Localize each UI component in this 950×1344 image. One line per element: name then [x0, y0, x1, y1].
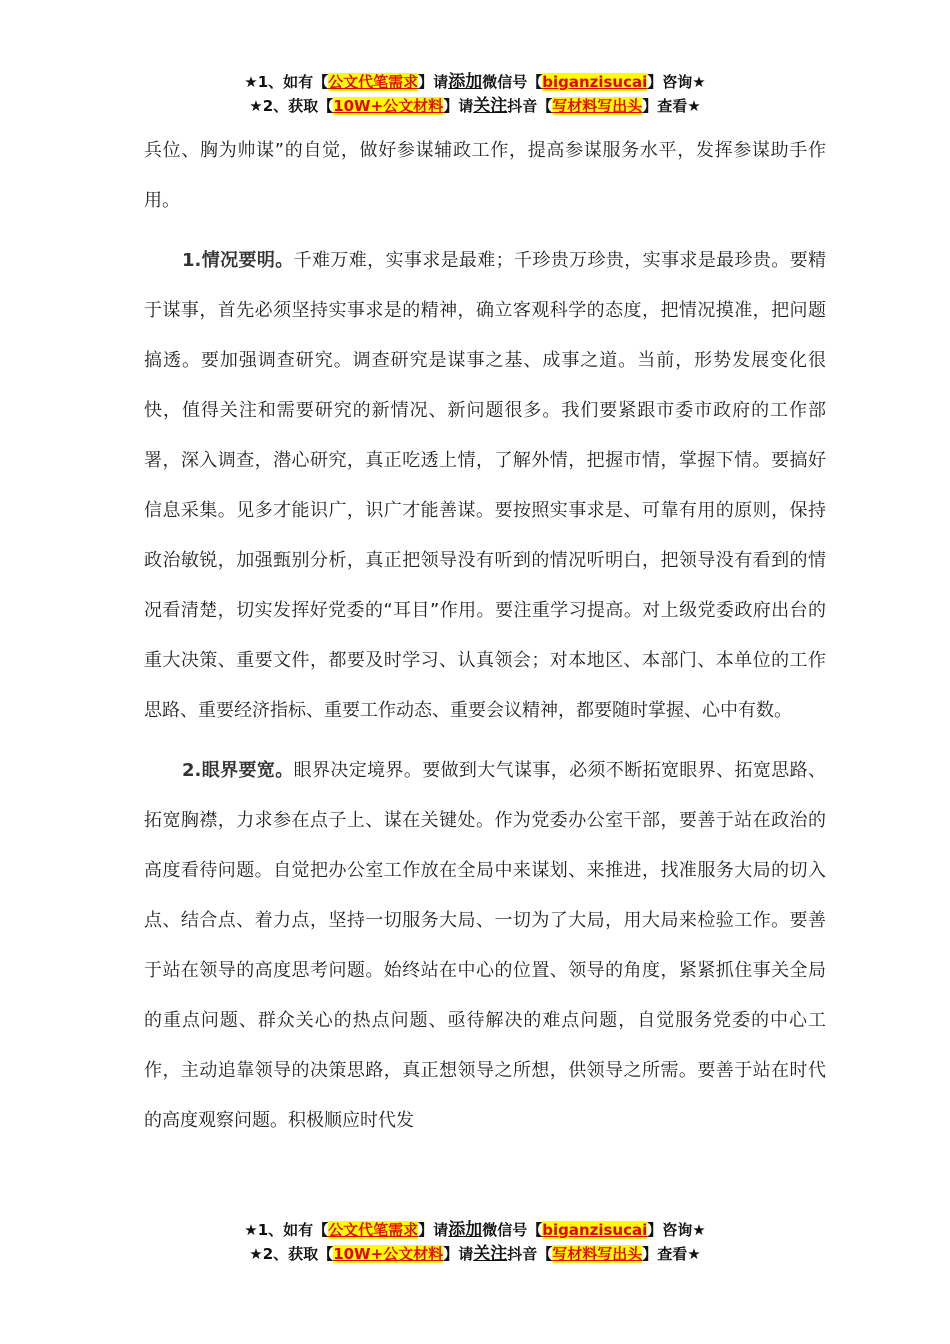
paragraph-continuation — [144, 126, 826, 226]
banner-line-2-highlight-materials: 10W+公文材料 — [333, 97, 444, 115]
banner-line-2-mid2: 抖音【 — [507, 1245, 553, 1263]
paragraph-vision-broad — [144, 746, 826, 1146]
banner-line-2-highlight-materials: 10W+公文材料 — [333, 1245, 444, 1263]
paragraph-heading: 2.眼界要宽。 — [182, 760, 294, 781]
top-banner — [0, 70, 950, 118]
banner-line-1-wechat-id: biganzisucai — [542, 73, 648, 91]
paragraph-situation-clear — [144, 236, 826, 736]
banner-line-1-prefix: ★1、如有【 — [244, 73, 329, 91]
banner-line-2-suffix: 】查看★ — [642, 1245, 701, 1263]
banner-line-1-suffix: 】咨询★ — [647, 1221, 706, 1239]
banner-line-2-mid: 】请 — [443, 97, 474, 115]
bottom-banner — [0, 1218, 950, 1266]
banner-line-1-emphasis: 添加 — [448, 72, 483, 92]
banner-line-2-douyin-id: 写材料写出头 — [552, 97, 643, 115]
banner-line-1-mid2: 微信号【 — [482, 1221, 543, 1239]
banner-line-2-douyin-id: 写材料写出头 — [552, 1245, 643, 1263]
banner-line-1-highlight-service: 公文代笔需求 — [328, 73, 419, 91]
banner-line-1-mid: 】请 — [418, 73, 449, 91]
paragraph-heading: 1.情况要明。 — [182, 250, 294, 271]
banner-line-2-prefix: ★2、获取【 — [249, 97, 334, 115]
banner-line-1-wechat-id: biganzisucai — [542, 1221, 648, 1239]
paragraph-text: 眼界决定境界。要做到大气谋事，必须不断拓宽眼界、拓宽思路、拓宽胸襟，力求参在点子上、谋在关键处。作为党委办公室干部，要善于站在政治的高度看待问题。自觉把办公室工作放在全局中来谋划、来推进，找准服务大局的切入点、结合点、着力点，坚持一切服务大局、一切为了大局，用大局来检验工作。要善于站在领导的高度思考问题。始终站在中心的位置、领导的角度，紧紧抓住事关全局的重点问题、群众关心的热点问题、亟待解决的难点问题，自觉服务党委的中心工作，主动追靠领导的决策思路，真正想领导之所想，供领导之所需。要善于站在时代的高度观察问题。积极顺应时代发 — [144, 760, 826, 1131]
banner-line-1 — [0, 1218, 950, 1242]
banner-line-2-prefix: ★2、获取【 — [249, 1245, 334, 1263]
document-body — [144, 126, 826, 1156]
banner-line-2 — [0, 1242, 950, 1266]
paragraph-text: 兵位、胸为帅谋”的自觉，做好参谋辅政工作，提高参谋服务水平，发挥参谋助手作用。 — [144, 140, 826, 211]
banner-line-1-highlight-service: 公文代笔需求 — [328, 1221, 419, 1239]
banner-line-2-suffix: 】查看★ — [642, 97, 701, 115]
banner-line-1 — [0, 70, 950, 94]
banner-line-1-suffix: 】咨询★ — [647, 73, 706, 91]
banner-line-2-emphasis: 关注 — [473, 96, 508, 116]
banner-line-2-mid2: 抖音【 — [507, 97, 553, 115]
paragraph-text: 千难万难，实事求是最难；千珍贵万珍贵，实事求是最珍贵。要精于谋事，首先必须坚持实事求是的精神，确立客观科学的态度，把情况摸准，把问题搞透。要加强调查研究。调查研究是谋事之基、成事之道。当前，形势发展变化很快，值得关注和需要研究的新情况、新问题很多。我们要紧跟市委市政府的工作部署，深入调查，潜心研究，真正吃透上情，了解外情，把握市情，掌握下情。要搞好信息采集。见多才能识广，识广才能善谋。要按照实事求是、可靠有用的原则，保持政治敏锐，加强甄别分析，真正把领导没有听到的情况听明白，把领导没有看到的情况看清楚，切实发挥好党委的“耳目”作用。要注重学习提高。对上级党委政府出台的重大决策、重要文件，都要及时学习、认真领会；对本地区、本部门、本单位的工作思路、重要经济指标、重要工作动态、重要会议精神，都要随时掌握、心中有数。 — [144, 250, 826, 721]
banner-line-1-mid: 】请 — [418, 1221, 449, 1239]
banner-line-1-emphasis: 添加 — [448, 1220, 483, 1240]
banner-line-1-mid2: 微信号【 — [482, 73, 543, 91]
banner-line-2-mid: 】请 — [443, 1245, 474, 1263]
banner-line-2 — [0, 94, 950, 118]
banner-line-1-prefix: ★1、如有【 — [244, 1221, 329, 1239]
banner-line-2-emphasis: 关注 — [473, 1244, 508, 1264]
